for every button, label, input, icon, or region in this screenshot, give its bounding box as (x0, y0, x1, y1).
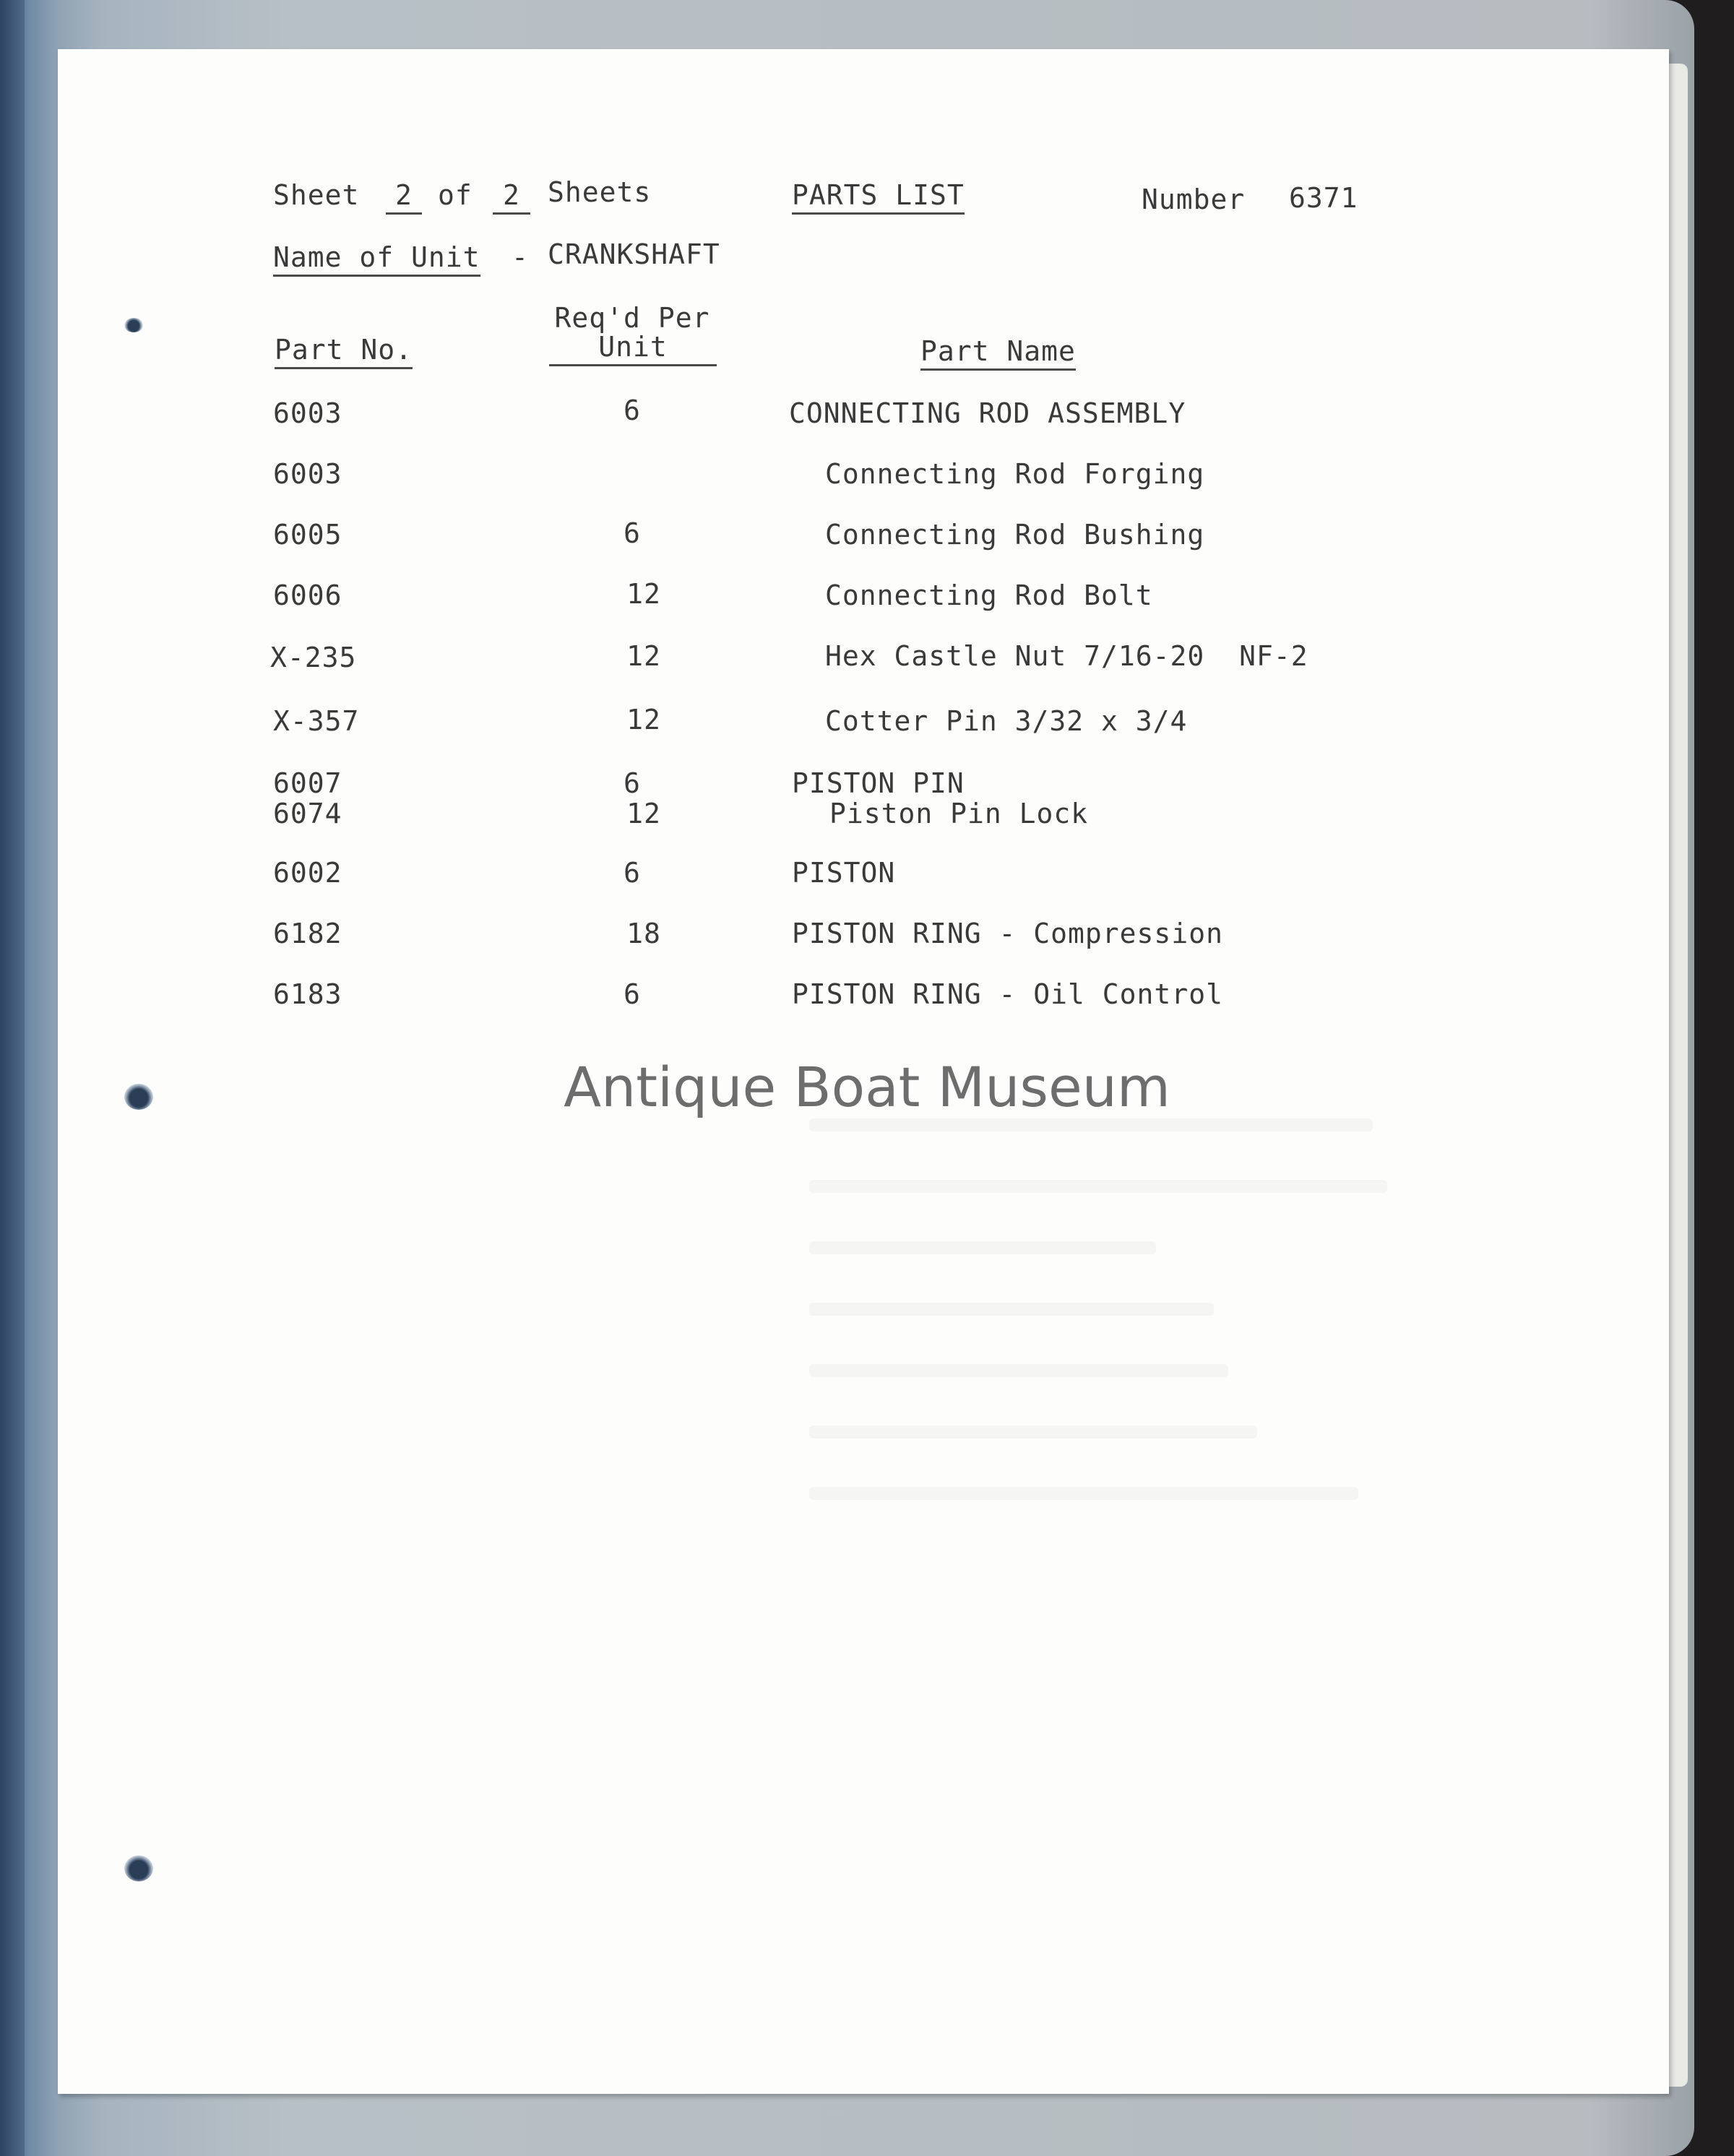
part-number: 6074 (273, 798, 342, 829)
quantity: 6 (624, 517, 641, 549)
of-label: of (438, 179, 473, 211)
part-name: Hex Castle Nut 7/16-20 NF-2 (825, 640, 1308, 672)
part-name: Connecting Rod Forging (825, 458, 1205, 490)
watermark: Antique Boat Museum (564, 1055, 1170, 1119)
part-number: 6182 (273, 918, 342, 949)
part-number: 6006 (273, 579, 342, 611)
sheet-number: 2 (386, 179, 422, 215)
part-number: X-357 (273, 705, 360, 737)
sheet-label: Sheet (273, 179, 360, 211)
unit-separator: - (512, 241, 529, 273)
part-number: 6183 (273, 978, 342, 1010)
part-name: Cotter Pin 3/32 x 3/4 (825, 705, 1188, 737)
part-number: 6002 (273, 857, 342, 889)
sheet-total: 2 (493, 179, 530, 215)
document-number: 6371 (1289, 182, 1358, 214)
document-title: PARTS LIST (792, 179, 965, 215)
bleed-through-mark (809, 1241, 1156, 1254)
bleed-through-mark (809, 1364, 1228, 1377)
bleed-through-mark (809, 1303, 1214, 1316)
punch-hole-bottom-icon (124, 1855, 153, 1881)
quantity: 6 (624, 978, 641, 1010)
unit-name: CRANKSHAFT (548, 238, 720, 270)
bleed-through-mark (809, 1426, 1257, 1439)
sheets-label: Sheets (548, 176, 652, 208)
quantity: 12 (626, 640, 661, 672)
bleed-through-mark (809, 1487, 1358, 1500)
quantity: 6 (624, 767, 641, 799)
quantity: 18 (626, 918, 661, 949)
part-name: PISTON PIN (792, 767, 965, 799)
quantity: 12 (626, 704, 661, 736)
quantity: 12 (626, 578, 661, 610)
part-name: Connecting Rod Bolt (825, 579, 1153, 611)
part-name: PISTON RING - Compression (792, 918, 1223, 949)
number-label: Number (1142, 184, 1246, 215)
part-number: 6007 (273, 767, 342, 799)
column-header-part-name: Part Name (920, 335, 1076, 371)
quantity: 6 (624, 857, 641, 889)
bleed-through-mark (809, 1118, 1373, 1131)
part-number: 6005 (273, 519, 342, 551)
column-header-reqd-line1: Req'd Per (554, 302, 710, 334)
part-name: PISTON RING - Oil Control (792, 978, 1223, 1010)
part-name: Connecting Rod Bushing (825, 519, 1205, 551)
part-name: CONNECTING ROD ASSEMBLY (789, 397, 1186, 429)
part-number: X-235 (270, 642, 357, 673)
part-name: PISTON (792, 857, 896, 889)
part-number: 6003 (273, 397, 342, 429)
punch-hole-top-icon (124, 318, 143, 332)
bleed-through-mark (809, 1180, 1387, 1193)
unit-label: Name of Unit (273, 241, 480, 277)
quantity: 12 (626, 798, 661, 829)
part-name: Piston Pin Lock (829, 798, 1089, 829)
part-number: 6003 (273, 458, 342, 490)
quantity: 6 (624, 394, 641, 426)
column-header-reqd-line2: Unit (549, 331, 717, 366)
column-header-part-no: Part No. (275, 334, 413, 369)
